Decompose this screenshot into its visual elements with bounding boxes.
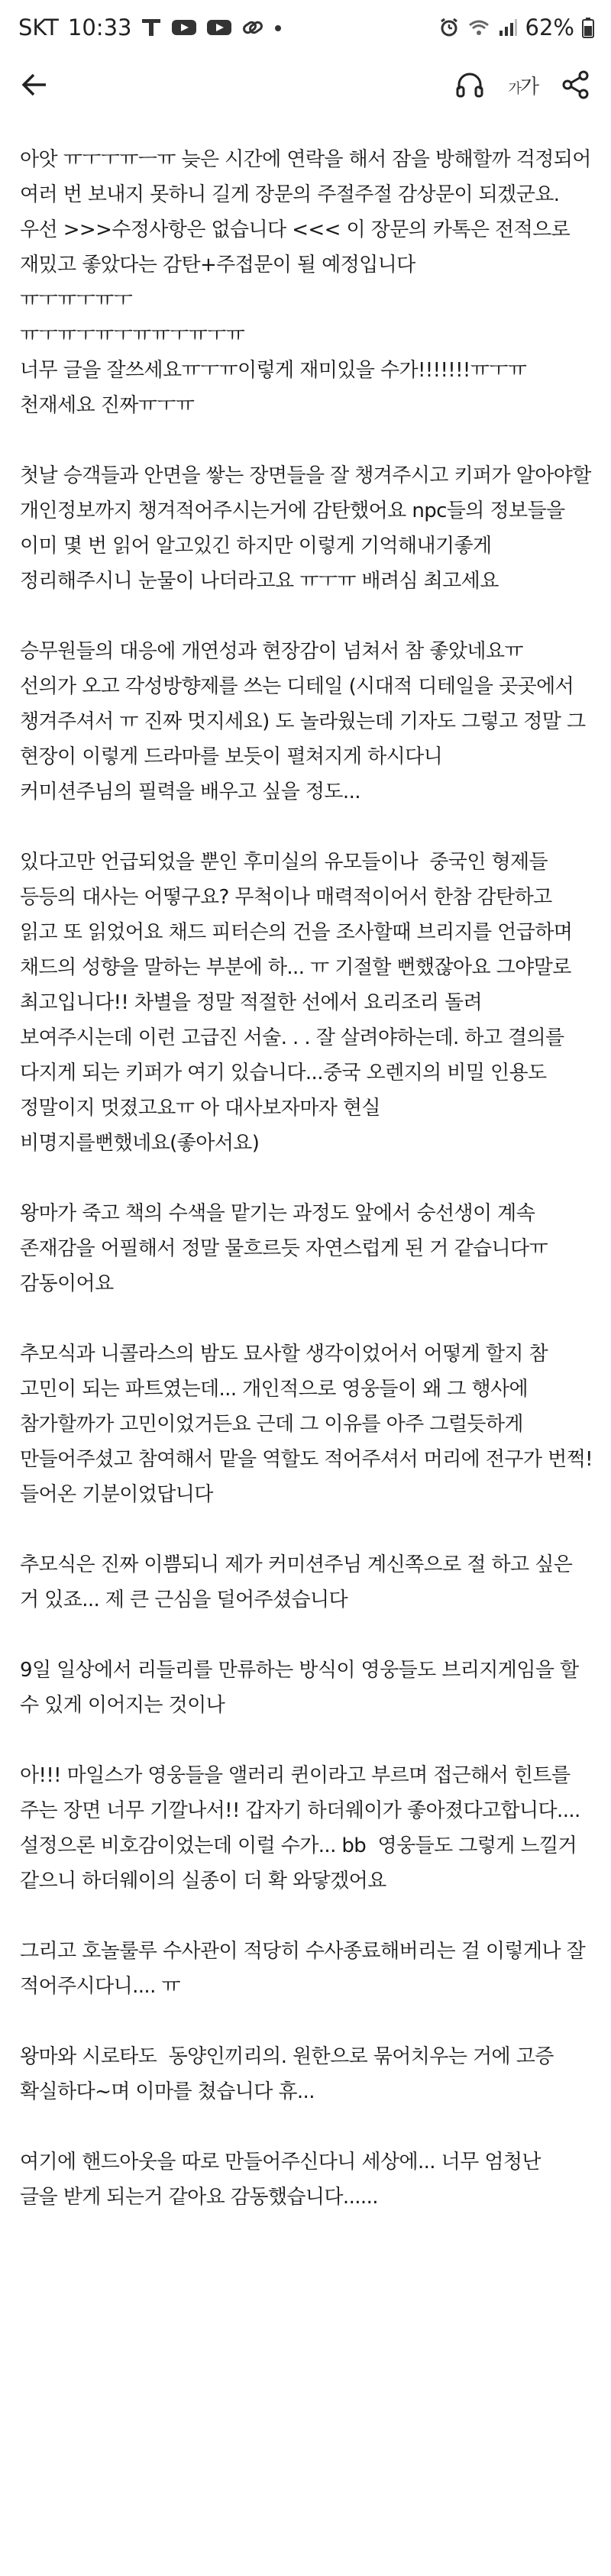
back-arrow-icon[interactable]	[20, 69, 50, 100]
font-size-large-label: 가	[519, 75, 538, 99]
comment-body	[20, 142, 597, 2250]
clock: 10:33	[67, 15, 132, 40]
comment-paragraph: 아!!! 마일스가 영웅들을 앨러리 퀸이라고 부르며 접근해서 힌트를 주는 장면 너무 기깔나서!! 갑자기 하더웨이가 좋아졌다고합니다.... 설정으론 비호감이었는데 이럴 수가... bb 영웅들도 그렇게 느낄거 같으니 하더웨이의 실종이 더 확 와닿겠어요	[20, 1764, 580, 1892]
status-left	[18, 15, 283, 40]
signal-icon	[498, 18, 518, 37]
link-icon	[241, 18, 264, 37]
comment-paragraph: 추모식과 니콜라스의 밤도 묘사할 생각이었어서 어떻게 할지 참 고민이 되는 파트였는데... 개인적으로 영웅들이 왜 그 행사에 참가할까가 고민이었거든요 근데 그 이유를 아주 그럴듯하게 만들어주셨고 참여해서 맡을 역할도 적어주셔서 머리에 전구가 번쩍! 들어온 기분이었답니다	[20, 1343, 593, 1506]
wifi-icon	[467, 18, 490, 37]
youtube-icon	[206, 18, 232, 37]
alarm-icon	[438, 17, 460, 38]
app-bar	[0, 55, 611, 115]
t-icon	[141, 18, 162, 37]
comment-paragraph: 여기에 핸드아웃을 따로 만들어주신다니 세상에... 너무 엄청난 글을 받게 되는거 같아요 감동했습니다......	[20, 2151, 541, 2209]
font-size-small-label: 가	[508, 80, 520, 97]
comment-paragraph: 있다고만 언급되었을 뿐인 후미실의 유모들이나 중국인 형제들 등등의 대사는 어떻구요? 무척이나 매력적이어서 한참 감탄하고 읽고 또 읽었어요 채드 피터슨의 건을 조사할때 브리지를 언급하며 채드의 성향을 말하는 부분에 하... ㅠ 기절할 뻔했잖아요 그야말로 최고입니다!! 차별을 정말 적절한 선에서 요리조리 돌려 보여주시는데 이런 고급진 서술. . . 잘 살려야하는데. 하고 결의를 다지게 되는 키퍼가 여기 있습니다...중국 오렌지의 비밀 인용도 정말이지 멋졌고요ㅠ 아 대사보자마자 현실 비명지를뻔했네요(좋아서요)	[20, 851, 573, 1155]
dot-icon	[273, 18, 283, 37]
comment-paragraph: 왕마와 시로타도 동양인끼리의. 원한으로 묶어치우는 거에 고증 확실하다~며 이마를 쳤습니다 휴...	[20, 2045, 560, 2103]
font-size-button[interactable]	[508, 71, 538, 99]
battery-icon	[582, 17, 594, 38]
status-bar	[0, 0, 611, 55]
comment-paragraph: 그리고 호놀룰루 수사관이 적당히 수사종료해버리는 걸 이렇게나 잘 적어주시다니.... ㅠ	[20, 1940, 591, 1998]
share-icon[interactable]	[561, 69, 591, 100]
headphones-icon[interactable]	[454, 69, 485, 100]
battery-level: 62%	[525, 15, 574, 40]
youtube-icon	[171, 18, 197, 37]
comment-paragraph: 승무원들의 대응에 개연성과 현장감이 넘쳐서 참 좋았네요ㅠ 선의가 오고 각성방향제를 쓰는 디테일 (시대적 디테일을 곳곳에서 챙겨주셔서 ㅠ 진짜 멋지세요) 도 놀라웠는데 기자도 그렇고 정말 그 현장이 이렇게 드라마를 보듯이 펼쳐지게 하시다니 커미션주님의 필력을 배우고 싶을 정도...	[20, 640, 586, 803]
status-right	[438, 15, 594, 40]
app-bar-actions	[454, 69, 591, 100]
comment-paragraph: 왕마가 죽고 책의 수색을 맡기는 과정도 앞에서 숭선생이 계속 존재감을 어필해서 정말 물흐르듯 자연스럽게 된 거 같습니다ㅠ 감동이어요	[20, 1202, 548, 1295]
carrier-label: SKT	[18, 15, 59, 40]
comment-paragraph: 9일 일상에서 리들리를 만류하는 방식이 영웅들도 브리지게임을 할 수 있게 이어지는 것이나	[20, 1659, 585, 1717]
comment-paragraph: 추모식은 진짜 이쁨되니 제가 커미션주님 계신쪽으로 절 하고 싶은 거 있죠... 제 큰 근심을 덜어주셨습니다	[20, 1553, 578, 1611]
comment-paragraph: 첫날 승객들과 안면을 쌓는 장면들을 잘 챙겨주시고 키퍼가 알아야할 개인정보까지 챙겨적어주시는거에 감탄했어요 npc들의 정보들을 이미 몇 번 읽어 알고있긴 하지만 이렇게 기억해내기좋게 정리해주시니 눈물이 나더라고요 ㅠㅜㅠ 배려심 최고세요	[20, 464, 597, 593]
comment-paragraph: 아앗 ㅠㅜㅜㅠㅡㅠ 늦은 시간에 연락을 해서 잠을 방해할까 걱정되어 여러 번 보내지 못하니 길게 장문의 주절주절 감상문이 되겠군요. 우선 >>>수정사항은 없습니다 <<< 이 장문의 카톡은 전적으로 재밌고 좋았다는 감탄+주접문이 될 예정입니다 ㅠㅜㅠㅜㅠㅜ ㅠㅜㅠㅜㅠㅜㅠㅠㅜㅠㅜㅠ 너무 글을 잘쓰세요ㅠㅜㅠ이렇게 재미있을 수가!!!!!!!ㅠㅜㅠ 천재세요 진짜ㅠㅜㅠ	[20, 148, 591, 417]
